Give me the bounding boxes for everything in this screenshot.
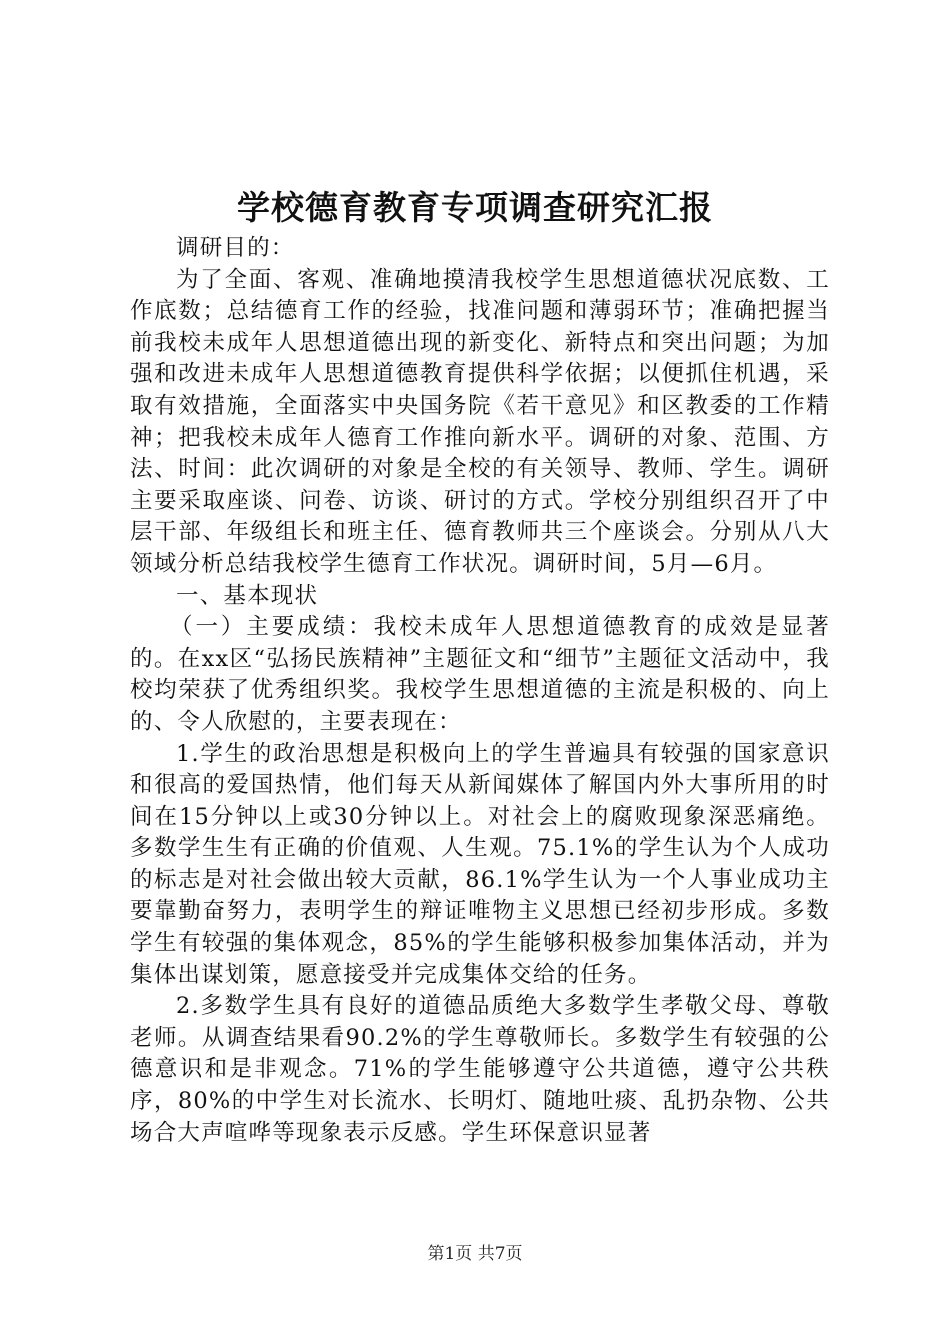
paragraph-research-purpose: 为了全面、客观、准确地摸清我校学生思想道德状况底数、工作底数；总结德育工作的经验，找准问题和薄弱环节；准确把握当前我校未成年人思想道德出现的新变化、新特点和突出问题；为加强和改进未成年人思想道德教育提供科学依据；以便抓住机遇，采取有效措施，全面落实中央国务院《若干意见》和区教委的工作精神；把我校未成年人德育工作推向新水平。调研的对象、范围、方法、时间：此次调研的对象是全校的有关领导、教师、学生。调研主要采取座谈、问卷、访谈、研讨的方式。学校分别组织召开了中层干部、年级组长和班主任、德育教师共三个座谈会。分别从八大领域分析总结我校学生德育工作状况。调研时间，5月—6月。 xyxy=(130,266,830,577)
section-heading-basic-status: 一、基本现状 xyxy=(176,582,319,609)
document-body xyxy=(130,233,830,1149)
paragraph-item-2: 2.多数学生具有良好的道德品质绝大多数学生孝敬父母、尊敬老师。从调查结果看90.2%的学生尊敬师长。多数学生有较强的公德意识和是非观念。71%的学生能够遵守公共道德，遵守公共秩序，80%的中学生对长流水、长明灯、随地吐痰、乱扔杂物、公共场合大声喧哗等现象表示反感。学生环保意识显著 xyxy=(130,993,830,1146)
paragraph-item-1: 1.学生的政治思想是积极向上的学生普遍具有较强的国家意识和很高的爱国热情，他们每天从新闻媒体了解国内外大事所用的时间在15分钟以上或30分钟以上。对社会上的腐败现象深恶痛绝。多数学生生有正确的价值观、人生观。75.1%的学生认为个人成功的标志是对社会做出较大贡献，86.1%学生认为一个人事业成功主要靠勤奋努力，表明学生的辩证唯物主义思想已经初步形成。多数学生有较强的集体观念，85%的学生能够积极参加集体活动，并为集体出谋划策，愿意接受并完成集体交给的任务。 xyxy=(130,740,830,988)
page-number-footer: 第1页 共7页 xyxy=(427,1244,523,1264)
paragraph-main-achievements: （一）主要成绩：我校未成年人思想道德教育的成效是显著的。在xx区“弘扬民族精神”主题征文和“细节”主题征文活动中，我校均荣获了优秀组织奖。我校学生思想道德的主流是积极的、向上的、令人欣慰的，主要表现在： xyxy=(130,614,830,735)
paragraph-research-purpose-heading: 调研目的： xyxy=(176,235,295,261)
document-title: 学校德育教育专项调查研究汇报 xyxy=(237,188,713,227)
